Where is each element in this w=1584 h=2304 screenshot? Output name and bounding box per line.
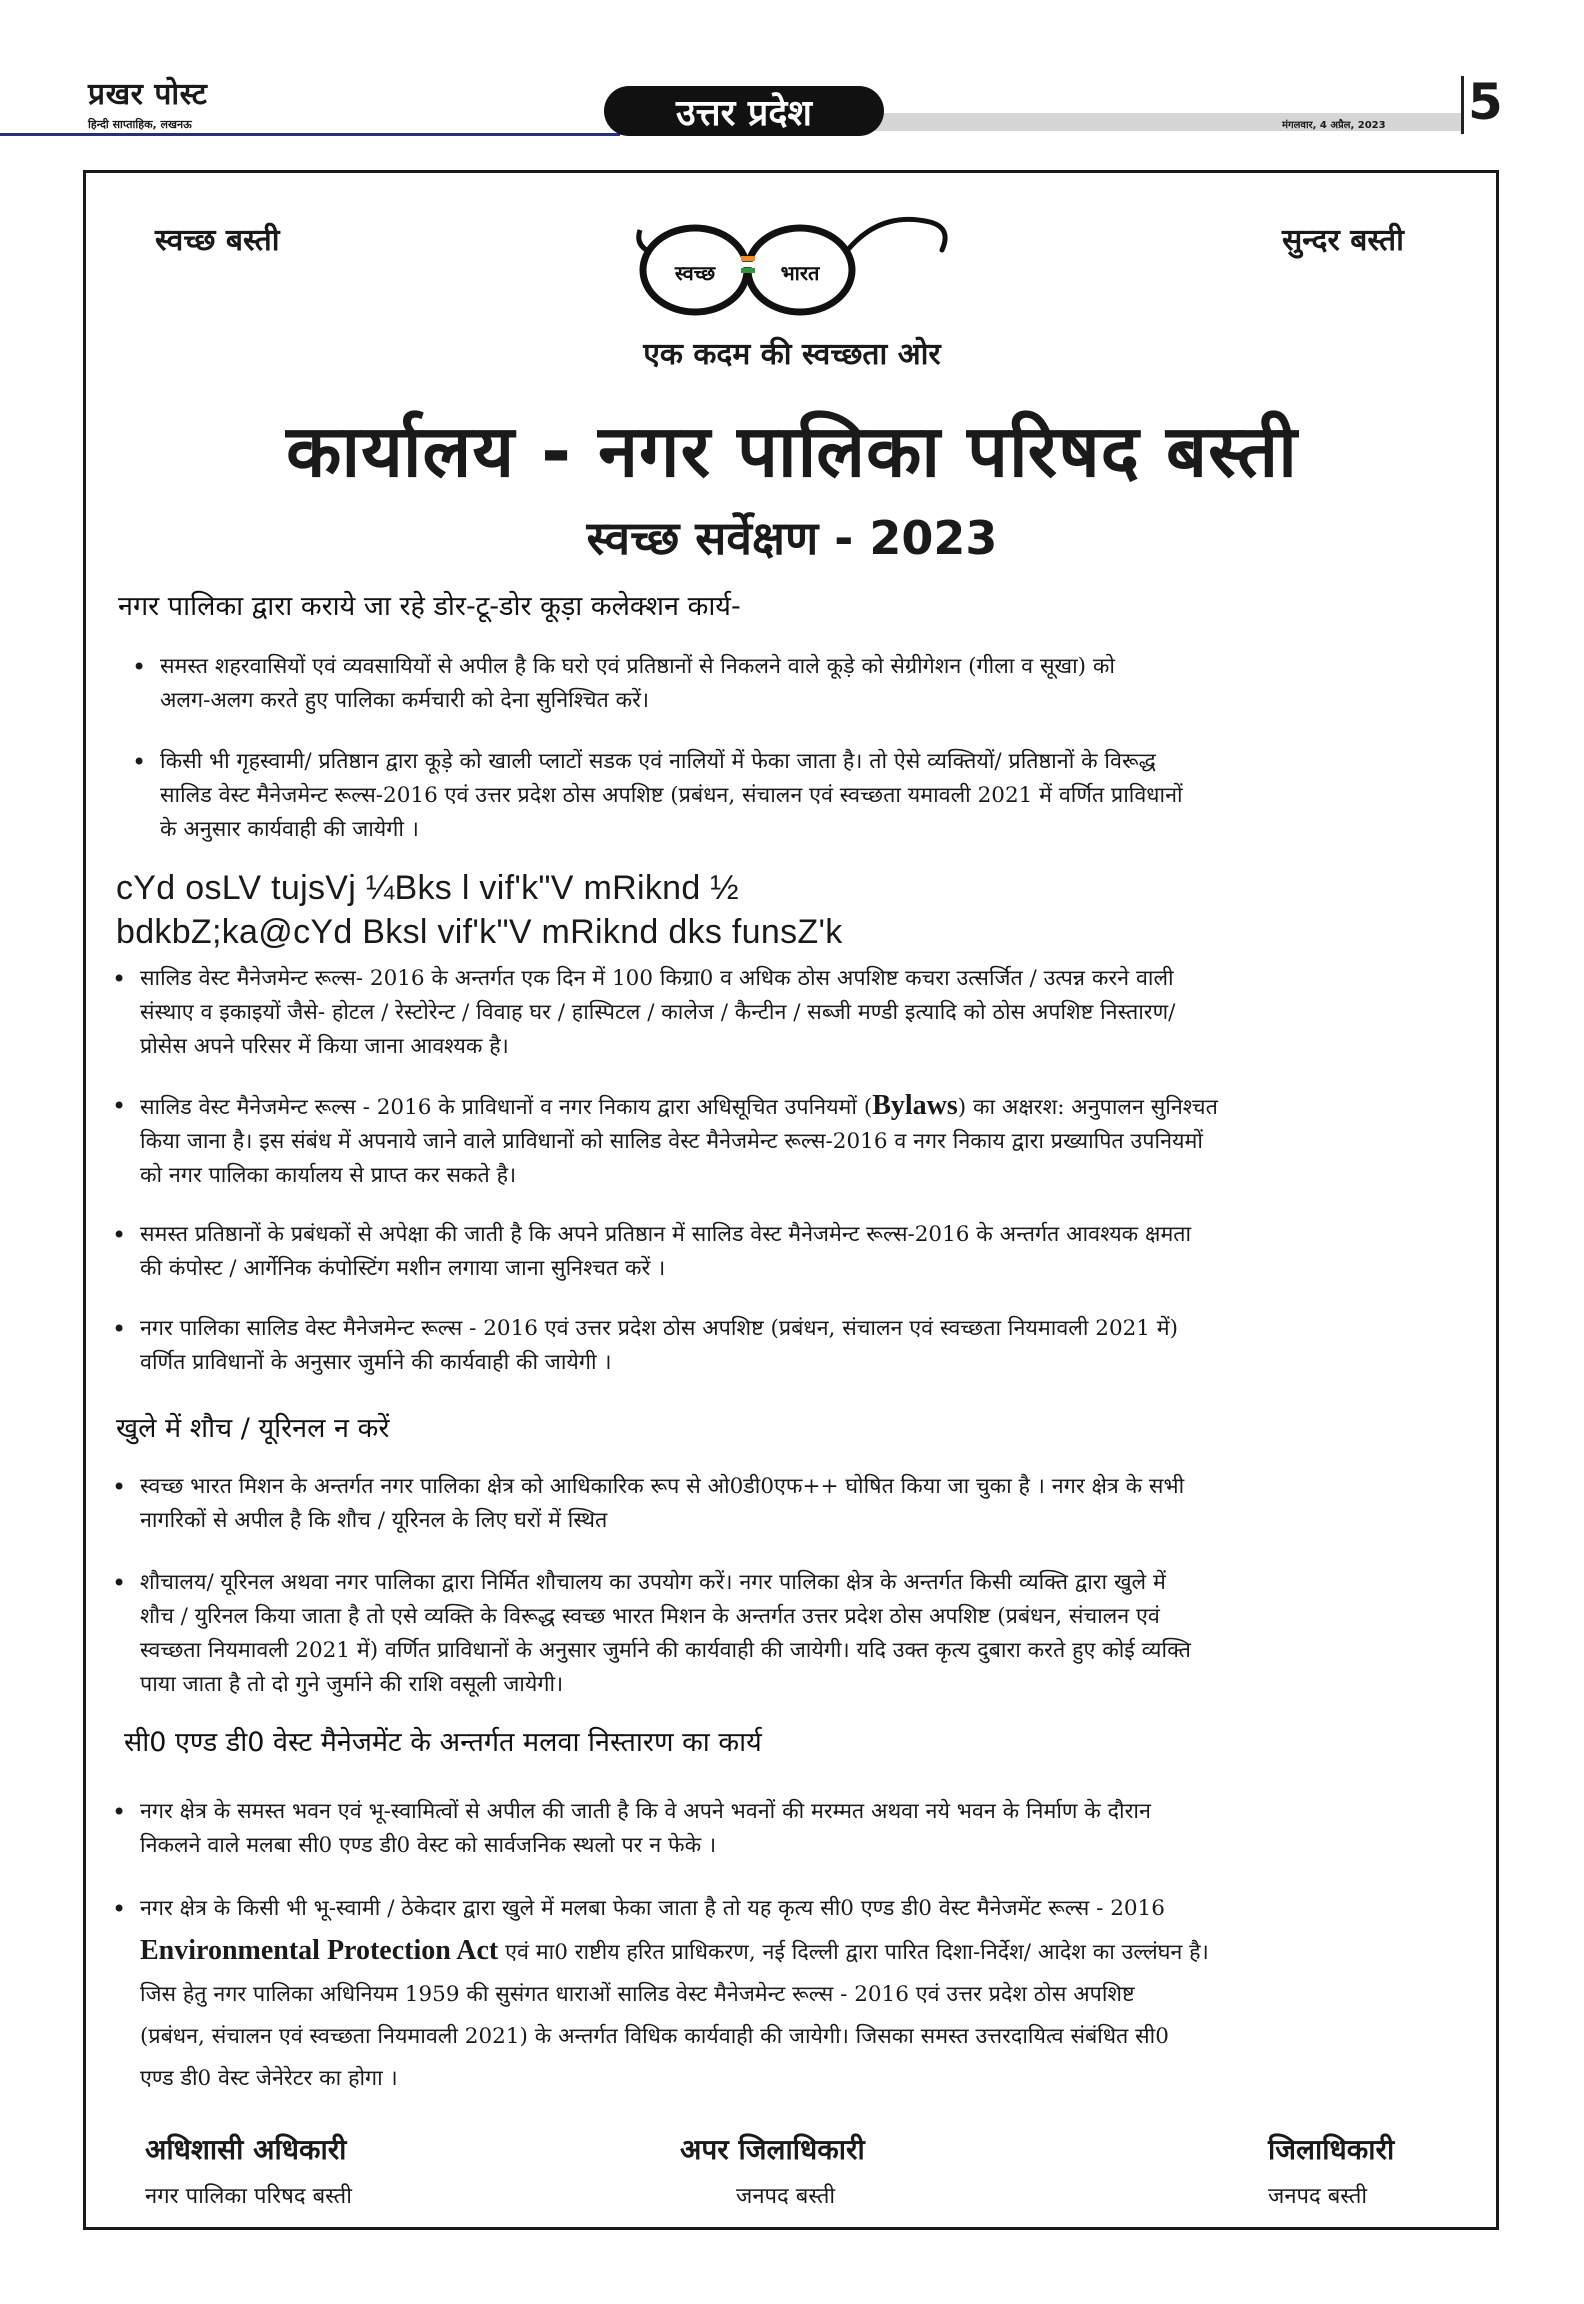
header-rule-left (0, 133, 620, 136)
environmental-protection-act-term: Environmental Protection Act (140, 1935, 499, 1966)
section-banner: उत्तर प्रदेश (604, 86, 884, 136)
signature-block-dm (1268, 2130, 1394, 2210)
swachh-bharat-glasses-logo (630, 200, 960, 320)
corner-text-right: सुन्दर बस्ती (1282, 223, 1404, 258)
section-heading-bulk-waste-line1: cYd osLV tujsVj ¼Bks l vif'k"V mRiknd ½ (116, 869, 739, 907)
signature-subtitle: नगर पालिका परिषद बस्ती (145, 2184, 352, 2209)
signature-subtitle: जनपद बस्ती (1268, 2184, 1368, 2209)
list-item: • समस्त प्रतिष्ठानों के प्रबंधकों से अपेक्षा की जाती है कि अपने प्रतिष्ठान में सालिड वेस्ट मैनेजमेन्ट रूल्स-2016 के अन्तर्गत आवश्यक क्षमता की कंपोस्ट / आर्गेनिक कंपोस्टिंग मशीन लगाया जाना सुनिश्चत करें । (140, 1218, 1191, 1286)
page-number-divider (1461, 76, 1464, 134)
list-item: • समस्त शहरवासियों एवं व्यवसायियों से अपील है कि घरो एवं प्रतिष्ठानों से निकलने वाले कूड़े को सेग्रीगेशन (गीला व सूखा) को अलग-अलग करते हुए पालिका कर्मचारी को देना सुनिश्चित करें। (160, 650, 1115, 718)
section-heading-door-to-door: नगर पालिका द्वारा कराये जा रहे डोर-टू-डोर कूड़ा कलेक्शन कार्य- (118, 591, 741, 622)
signature-block-adm (680, 2130, 865, 2210)
notice-title: कार्यालय - नगर पालिका परिषद बस्ती (286, 409, 1298, 493)
newspaper-subtitle: हिन्दी साप्ताहिक, लखनऊ (88, 118, 192, 131)
signature-block-eo (145, 2130, 352, 2210)
list-item: • शौचालय/ यूरिनल अथवा नगर पालिका द्वारा निर्मित शौचालय का उपयोग करें। नगर पालिका क्षेत्र के अन्तर्गत किसी व्यक्ति द्वारा खुले में शौच / युरिनल किया जाता है तो एसे व्यक्ति के विरूद्ध स्वच्छ भारत मिशन के अन्तर्गत उत्तर प्रदेश ठोस अपशिष्ट (प्रबंधन, संचालन एवं स्वच्छता नियमावली 2021 में) वर्णित प्राविधानों के अनुसार जुर्माने की कार्यवाही की जायेगी। यदि उक्त कृत्य दुबारा करते हुए कोई व्यक्ति पाया जाता है तो दो गुने जुर्माने की राशि वसूली जायेगी। (140, 1566, 1191, 1702)
section-heading-bulk-waste-line2: bdkbZ;ka@cYd Bksl vif'k"V mRiknd dks funsZ'k (116, 913, 843, 951)
list-item: • नगर क्षेत्र के किसी भी भू-स्वामी / ठेकेदार द्वारा खुले में मलबा फेका जाता है तो यह कृत्य सी0 एण्ड डी0 वेस्ट मैनेजमेंट रूल्स - 2016 Environmental Protection Act एवं मा0 राष्टीय हरित प्राधिकरण, नई दिल्ली द्वारा पारित दिशा-निर्देश/ आदेश का उल्लंघन है। जिस हेतु नगर पालिका अधिनियम 1959 की सुसंगत धाराओं सालिड वेस्ट मैनेजमेन्ट रूल्स - 2016 एवं उत्तर प्रदेश ठोस अपशिष्ट (प्रबंधन, संचालन एवं स्वच्छता नियमावली 2021) के अन्तर्गत विधिक कार्यवाही की जायेगी। जिसका समस्त उत्तरदायित्व संबंधित सी0 एण्ड डी0 वेस्ट जेनेरेटर का होगा । (140, 1888, 1209, 2100)
section-heading-cd-waste: सी0 एण्ड डी0 वेस्ट मैनेजमेंट के अन्तर्गत मलवा निस्तारण का कार्य (124, 1727, 762, 1758)
tricolor-saffron (741, 256, 755, 261)
list-item: • नगर क्षेत्र के समस्त भवन एवं भू-स्वामित्वों से अपील की जाती है कि वे अपने भवनों की मरम्मत अथवा नये भवन के निर्माण के दौरान निकलने वाले मलबा सी0 एण्ड डी0 वेस्ट को सार्वजनिक स्थलो पर न फेके । (140, 1795, 1151, 1863)
logo-text-left: स्वच्छ (674, 261, 716, 285)
list-item: • सालिड वेस्ट मैनेजमेन्ट रूल्स - 2016 के प्राविधानों व नगर निकाय द्वारा अधिसूचित उपनियमों (Bylaws) का अक्षरश: अनुपालन सुनिश्चत किया जाना है। इस संबंध में अपनाये जाने वाले प्राविधानों को सालिड वेस्ट मैनेजमेन्ट रूल्स-2016 व नगर निकाय द्वारा प्रख्यापित उपनियमों को नगर पालिका कार्यालय से प्राप्त कर सकते है। (140, 1089, 1218, 1193)
tricolor-green (741, 268, 755, 273)
signature-title: जिलाधिकारी (1268, 2133, 1395, 2166)
list-item: • नगर पालिका सालिड वेस्ट मैनेजमेन्ट रूल्स - 2016 एवं उत्तर प्रदेश ठोस अपशिष्ट (प्रबंधन, संचालन एवं स्वच्छता नियमावली 2021 में) वर्णित प्राविधानों के अनुसार जुर्माने की कार्यवाही की जायेगी । (140, 1312, 1178, 1380)
section-heading-open-defecation: खुले में शौच / यूरिनल न करें (116, 1413, 390, 1444)
bylaws-term: Bylaws (872, 1090, 958, 1121)
signature-title: अपर जिलाधिकारी (680, 2133, 865, 2166)
page-number: 5 (1468, 73, 1503, 131)
list-item: • किसी भी गृहस्वामी/ प्रतिष्ठान द्वारा कूड़े को खाली प्लाटों सडक एवं नालियों में फेका जाता है। तो ऐसे व्यक्तियों/ प्रतिष्ठानों के विरूद्ध सालिड वेस्ट मैनेजमेन्ट रूल्स-2016 एवं उत्तर प्रदेश ठोस अपशिष्ट (प्रबंधन, संचालन एवं स्वच्छता यमावली 2021 में वर्णित प्राविधानों के अनुसार कार्यवाही की जायेगी । (160, 745, 1183, 847)
list-item: • स्वच्छ भारत मिशन के अन्तर्गत नगर पालिका क्षेत्र को आधिकारिक रूप से ओ0डी0एफ++ घोषित किया जा चुका है । नगर क्षेत्र के सभी नागरिकों से अपील है कि शौच / यूरिनल के लिए घरों में स्थित (140, 1470, 1184, 1538)
logo-text-right: भारत (780, 261, 820, 285)
tagline: एक कदम की स्वच्छता ओर (643, 337, 941, 372)
issue-date: मंगलवार, 4 अप्रैल, 2023 (1282, 120, 1386, 131)
notice-subtitle: स्वच्छ सर्वेक्षण - 2023 (586, 511, 998, 565)
signature-title: अधिशासी अधिकारी (145, 2133, 347, 2166)
list-item: • सालिड वेस्ट मैनेजमेन्ट रूल्स- 2016 के अन्तर्गत एक दिन में 100 किग्रा0 व अधिक ठोस अपशिष्ट कचरा उत्सर्जित / उत्पन्न करने वाली संस्थाए व इकाइयों जैसे- होटल / रेस्टोरेन्ट / विवाह घर / हास्पिटल / कालेज / कैन्टीन / सब्जी मण्डी इत्यादि को ठोस अपशिष्ट निस्तारण/ प्रोसेस अपने परिसर में किया जाना आवश्यक है। (140, 962, 1175, 1064)
signature-subtitle: जनपद बस्ती (736, 2184, 836, 2209)
corner-text-left: स्वच्छ बस्ती (155, 223, 280, 258)
tricolor-white (741, 262, 755, 267)
newspaper-name: प्रखर पोस्ट (88, 77, 208, 112)
